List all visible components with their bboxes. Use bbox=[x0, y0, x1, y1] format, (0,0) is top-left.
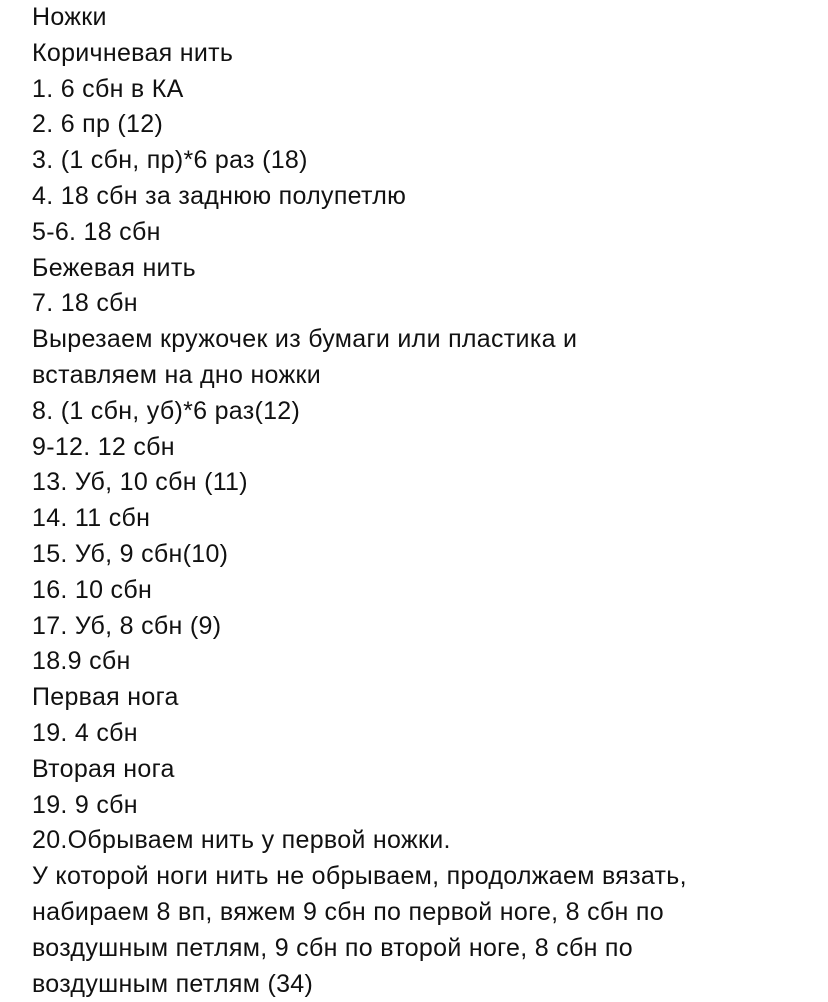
note-line: набираем 8 вп, вяжем 9 сбн по первой ноге, 8 сбн по bbox=[32, 897, 664, 926]
note-line: 4. 18 сбн за заднюю полупетлю bbox=[32, 181, 407, 210]
note-line: У которой ноги нить не обрываем, продолжаем вязать, bbox=[32, 862, 687, 891]
note-line: 8. (1 сбн, уб)*6 раз(12) bbox=[32, 396, 301, 425]
note-line: Вырезаем кружочек из бумаги или пластика и bbox=[32, 325, 578, 354]
note-line: 16. 10 сбн bbox=[32, 575, 153, 604]
note-line: 9-12. 12 сбн bbox=[32, 432, 175, 461]
note-line: 7. 18 сбн bbox=[32, 289, 138, 318]
note-line: 5-6. 18 сбн bbox=[32, 217, 161, 246]
note-text bbox=[32, 0, 812, 1002]
note-line: 13. Уб, 10 сбн (11) bbox=[32, 468, 248, 497]
note-line: 3. (1 сбн, пр)*6 раз (18) bbox=[32, 146, 308, 175]
note-line: 1. 6 сбн в КА bbox=[32, 74, 184, 103]
note-line: Первая нога bbox=[32, 683, 179, 712]
note-line: воздушным петлям, 9 сбн по второй ноге, 8 сбн по bbox=[32, 933, 633, 962]
note-line: вставляем на дно ножки bbox=[32, 360, 321, 389]
note-line: Ножки bbox=[32, 3, 107, 31]
note-line: 18.9 сбн bbox=[32, 647, 131, 676]
note-line: 15. Уб, 9 сбн(10) bbox=[32, 539, 229, 568]
note-line: Коричневая нить bbox=[32, 38, 234, 67]
note-line: 2. 6 пр (12) bbox=[32, 110, 164, 139]
note-line: 17. Уб, 8 сбн (9) bbox=[32, 611, 222, 640]
note-line: воздушным петлям (34) bbox=[32, 969, 314, 998]
note-line: 20.Обрываем нить у первой ножки. bbox=[32, 826, 451, 855]
note-line: Бежевая нить bbox=[32, 253, 196, 282]
note-line: 19. 9 сбн bbox=[32, 790, 138, 819]
note-line: 19. 4 сбн bbox=[32, 718, 138, 747]
note-line: Вторая нога bbox=[32, 754, 175, 783]
note-line: 14. 11 сбн bbox=[32, 504, 151, 533]
